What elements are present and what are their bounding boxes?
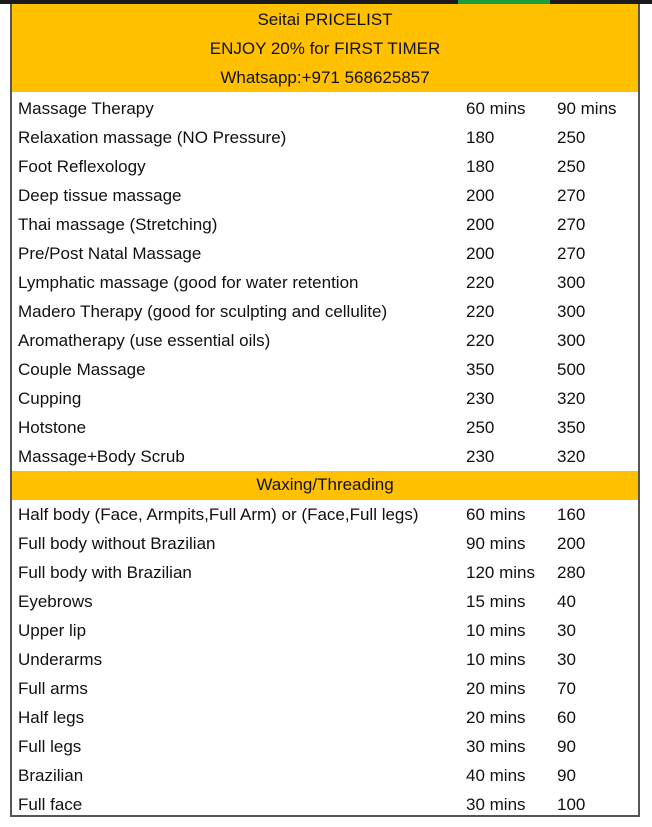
- page-title: Seitai PRICELIST: [257, 10, 393, 29]
- price-or-duration: 15 mins: [466, 592, 526, 611]
- price-or-duration: 220: [466, 302, 495, 321]
- service-name: Relaxation massage (NO Pressure): [18, 128, 287, 147]
- price-or-duration: 230: [466, 389, 495, 408]
- massage-row: [12, 442, 638, 471]
- price-or-duration: 90 mins: [466, 534, 526, 553]
- column-60-mins: 60 mins: [466, 99, 526, 118]
- price: 270: [557, 186, 586, 205]
- service-name: Underarms: [18, 650, 103, 669]
- waxing-section-title: Waxing/Threading: [256, 475, 394, 494]
- waxing-row: [12, 587, 638, 616]
- massage-row: [12, 326, 638, 355]
- price-or-duration: 60 mins: [466, 505, 526, 524]
- waxing-row: [12, 558, 638, 587]
- price: 500: [557, 360, 586, 379]
- price: 320: [557, 447, 586, 466]
- price-or-duration: 40 mins: [466, 766, 526, 785]
- service-name: Full body with Brazilian: [18, 563, 192, 582]
- massage-row: [12, 355, 638, 384]
- waxing-row: [12, 790, 638, 819]
- service-name: Madero Therapy (good for sculpting and cellulite): [18, 302, 388, 321]
- price-or-duration: 10 mins: [466, 621, 526, 640]
- service-name: Full legs: [18, 737, 82, 756]
- price: 270: [557, 244, 586, 263]
- price-or-duration: 350: [466, 360, 495, 379]
- service-name: Upper lip: [18, 621, 87, 640]
- massage-section-label: Massage Therapy: [18, 99, 154, 118]
- massage-row: [12, 384, 638, 413]
- price-or-duration: 20 mins: [466, 679, 526, 698]
- service-name: Brazilian: [18, 766, 84, 785]
- price-or-duration: 30 mins: [466, 737, 526, 756]
- service-name: Cupping: [18, 389, 82, 408]
- massage-row: [12, 123, 638, 152]
- price-or-duration: 250: [466, 418, 495, 437]
- waxing-row: [12, 703, 638, 732]
- price: 200: [557, 534, 586, 553]
- massage-row: [12, 297, 638, 326]
- service-name: Half body (Face, Armpits,Full Arm) or (Face,Full legs): [18, 505, 419, 524]
- price-or-duration: 220: [466, 331, 495, 350]
- massage-row: [12, 210, 638, 239]
- column-90-mins: 90 mins: [557, 99, 617, 118]
- price-or-duration: 10 mins: [466, 650, 526, 669]
- price: 30: [557, 650, 576, 669]
- service-name: Lymphatic massage (good for water retention: [18, 273, 359, 292]
- waxing-row: [12, 645, 638, 674]
- service-name: Deep tissue massage: [18, 186, 182, 205]
- price: 30: [557, 621, 576, 640]
- price: 90: [557, 737, 576, 756]
- price: 300: [557, 331, 586, 350]
- price: 300: [557, 273, 586, 292]
- price-or-duration: 180: [466, 157, 495, 176]
- waxing-section-header: [12, 471, 638, 500]
- massage-row: [12, 152, 638, 181]
- price: 350: [557, 418, 586, 437]
- waxing-row: [12, 529, 638, 558]
- price: 250: [557, 157, 586, 176]
- price: 100: [557, 795, 586, 814]
- massage-row: [12, 181, 638, 210]
- price-or-duration: 20 mins: [466, 708, 526, 727]
- service-name: Aromatherapy (use essential oils): [18, 331, 271, 350]
- price-list-header: [12, 4, 638, 92]
- price-or-duration: 220: [466, 273, 495, 292]
- waxing-row: [12, 732, 638, 761]
- massage-row: [12, 268, 638, 297]
- service-name: Thai massage (Stretching): [18, 215, 218, 234]
- price: 270: [557, 215, 586, 234]
- service-name: Foot Reflexology: [18, 157, 146, 176]
- price: 40: [557, 592, 576, 611]
- price-or-duration: 200: [466, 186, 495, 205]
- whatsapp-contact: Whatsapp:+971 568625857: [220, 68, 430, 87]
- service-name: Eyebrows: [18, 592, 93, 611]
- price-list-sheet: [10, 4, 640, 817]
- price: 60: [557, 708, 576, 727]
- price-or-duration: 230: [466, 447, 495, 466]
- waxing-row: [12, 616, 638, 645]
- service-name: Full face: [18, 795, 83, 814]
- service-name: Full arms: [18, 679, 88, 698]
- price: 300: [557, 302, 586, 321]
- price: 320: [557, 389, 586, 408]
- massage-row: [12, 413, 638, 442]
- promo-text: ENJOY 20% for FIRST TIMER: [209, 39, 441, 58]
- price: 280: [557, 563, 586, 582]
- service-name: Massage+Body Scrub: [18, 447, 185, 466]
- price: 160: [557, 505, 586, 524]
- service-name: Pre/Post Natal Massage: [18, 244, 202, 263]
- price-or-duration: 180: [466, 128, 495, 147]
- price-or-duration: 120 mins: [466, 563, 535, 582]
- price-or-duration: 200: [466, 215, 495, 234]
- service-name: Half legs: [18, 708, 85, 727]
- price: 250: [557, 128, 586, 147]
- service-name: Couple Massage: [18, 360, 146, 379]
- price: 70: [557, 679, 576, 698]
- waxing-row: [12, 761, 638, 790]
- massage-column-header: [12, 94, 638, 123]
- waxing-row: [12, 500, 638, 529]
- price-or-duration: 30 mins: [466, 795, 526, 814]
- price-or-duration: 200: [466, 244, 495, 263]
- waxing-row: [12, 674, 638, 703]
- service-name: Hotstone: [18, 418, 87, 437]
- service-name: Full body without Brazilian: [18, 534, 216, 553]
- price: 90: [557, 766, 576, 785]
- massage-row: [12, 239, 638, 268]
